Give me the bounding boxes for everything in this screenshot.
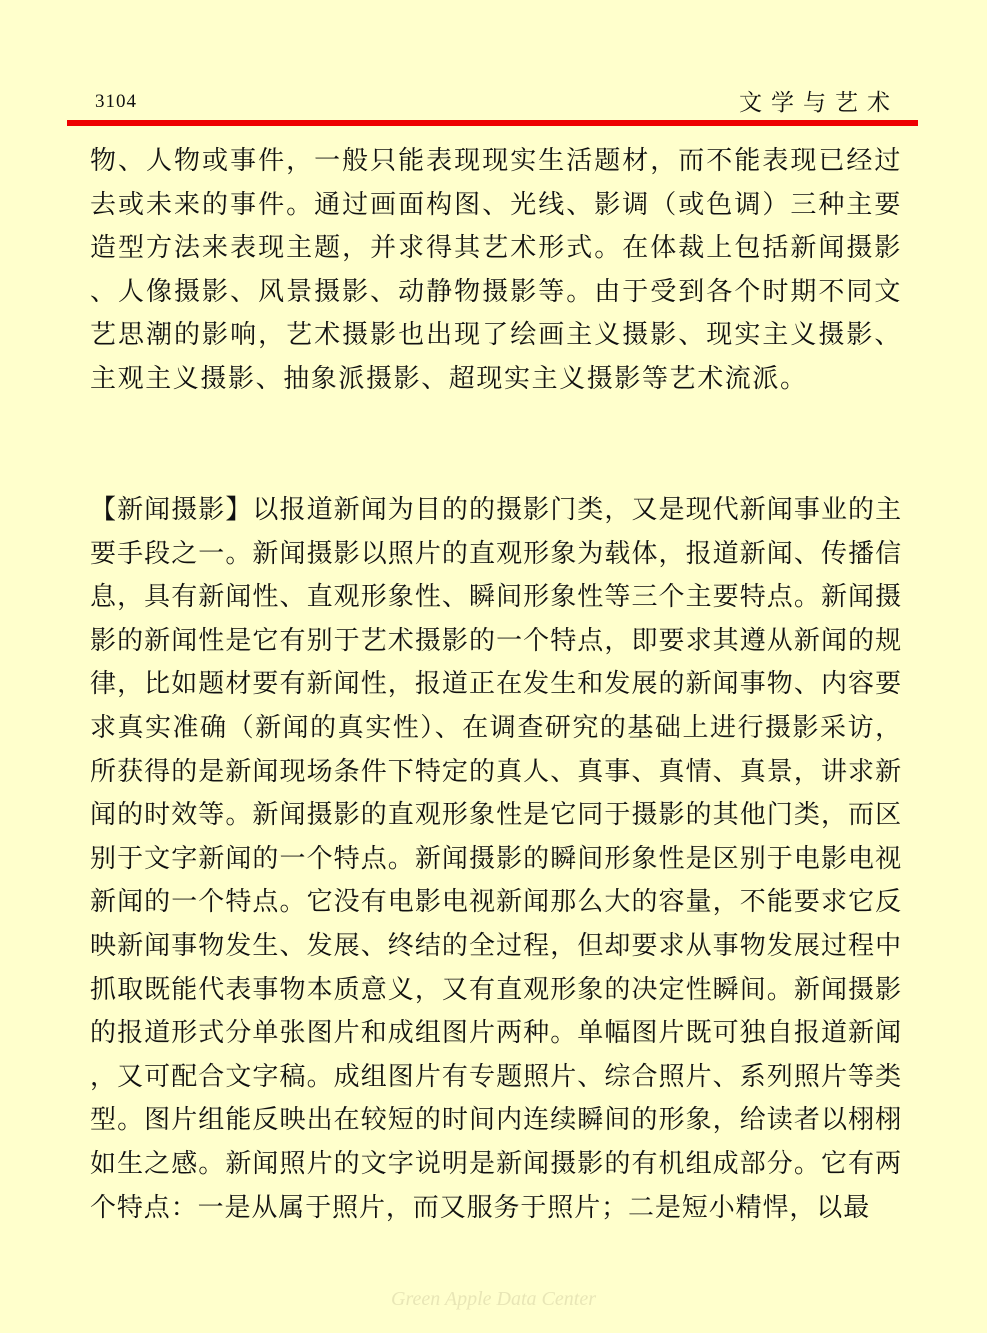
page-number: 3104 <box>95 91 137 112</box>
header-rule <box>67 120 918 126</box>
watermark-text: Green Apple Data Center <box>391 1288 596 1310</box>
body-paragraph-1: 物、人物或事件，一般只能表现现实生活题材，而不能表现已经过去或未来的事件。通过画面构图、光线、影调（或色调）三种主要造型方法来表现主题，并求得其艺术形式。在体裁上包括新闻摄影、人像摄影、风景摄影、动静物摄影等。由于受到各个时期不同文艺思潮的影响，艺术摄影也出现了绘画主义摄影、现实主义摄影、主观主义摄影、抽象派摄影、超现实主义摄影等艺术流派。 <box>90 146 902 394</box>
running-title: 文学与艺术 <box>739 90 899 116</box>
body-paragraph-2: 【新闻摄影】以报道新闻为目的的摄影门类，又是现代新闻事业的主要手段之一。新闻摄影以照片的直观形象为载体，报道新闻、传播信息，具有新闻性、直观形象性、瞬间形象性等三个主要特点。新闻摄影的新闻性是它有别于艺术摄影的一个特点，即要求其遵从新闻的规律，比如题材要有新闻性，报道正在发生和发展的新闻事物、内容要求真实准确（新闻的真实性）、在调查研究的基础上进行摄影采访，所获得的是新闻现场条件下特定的真人、真事、真情、真景，讲求新闻的时效等。新闻摄影的直观形象性是它同于摄影的其他门类，而区别于文字新闻的一个特点。新闻摄影的瞬间形象性是区别于电影电视新闻的一个特点。它没有电影电视新闻那么大的容量，不能要求它反映新闻事物发生、发展、终结的全过程，但却要求从事物发展过程中抓取既能代表事物本质意义，又有直观形象的决定性瞬间。新闻摄影的报道形式分单张图片和成组图片两种。单幅图片既可独自报道新闻，又可配合文字稿。成组图片有专题照片、综合照片、系列照片等类型。图片组能反映出在较短的时间内连续瞬间的形象，给读者以栩栩如生之感。新闻照片的文字说明是新闻摄影的有机组成部分。它有两个特点：一是从属于照片，而又服务于照片；二是短小精悍，以最 <box>90 495 902 1223</box>
